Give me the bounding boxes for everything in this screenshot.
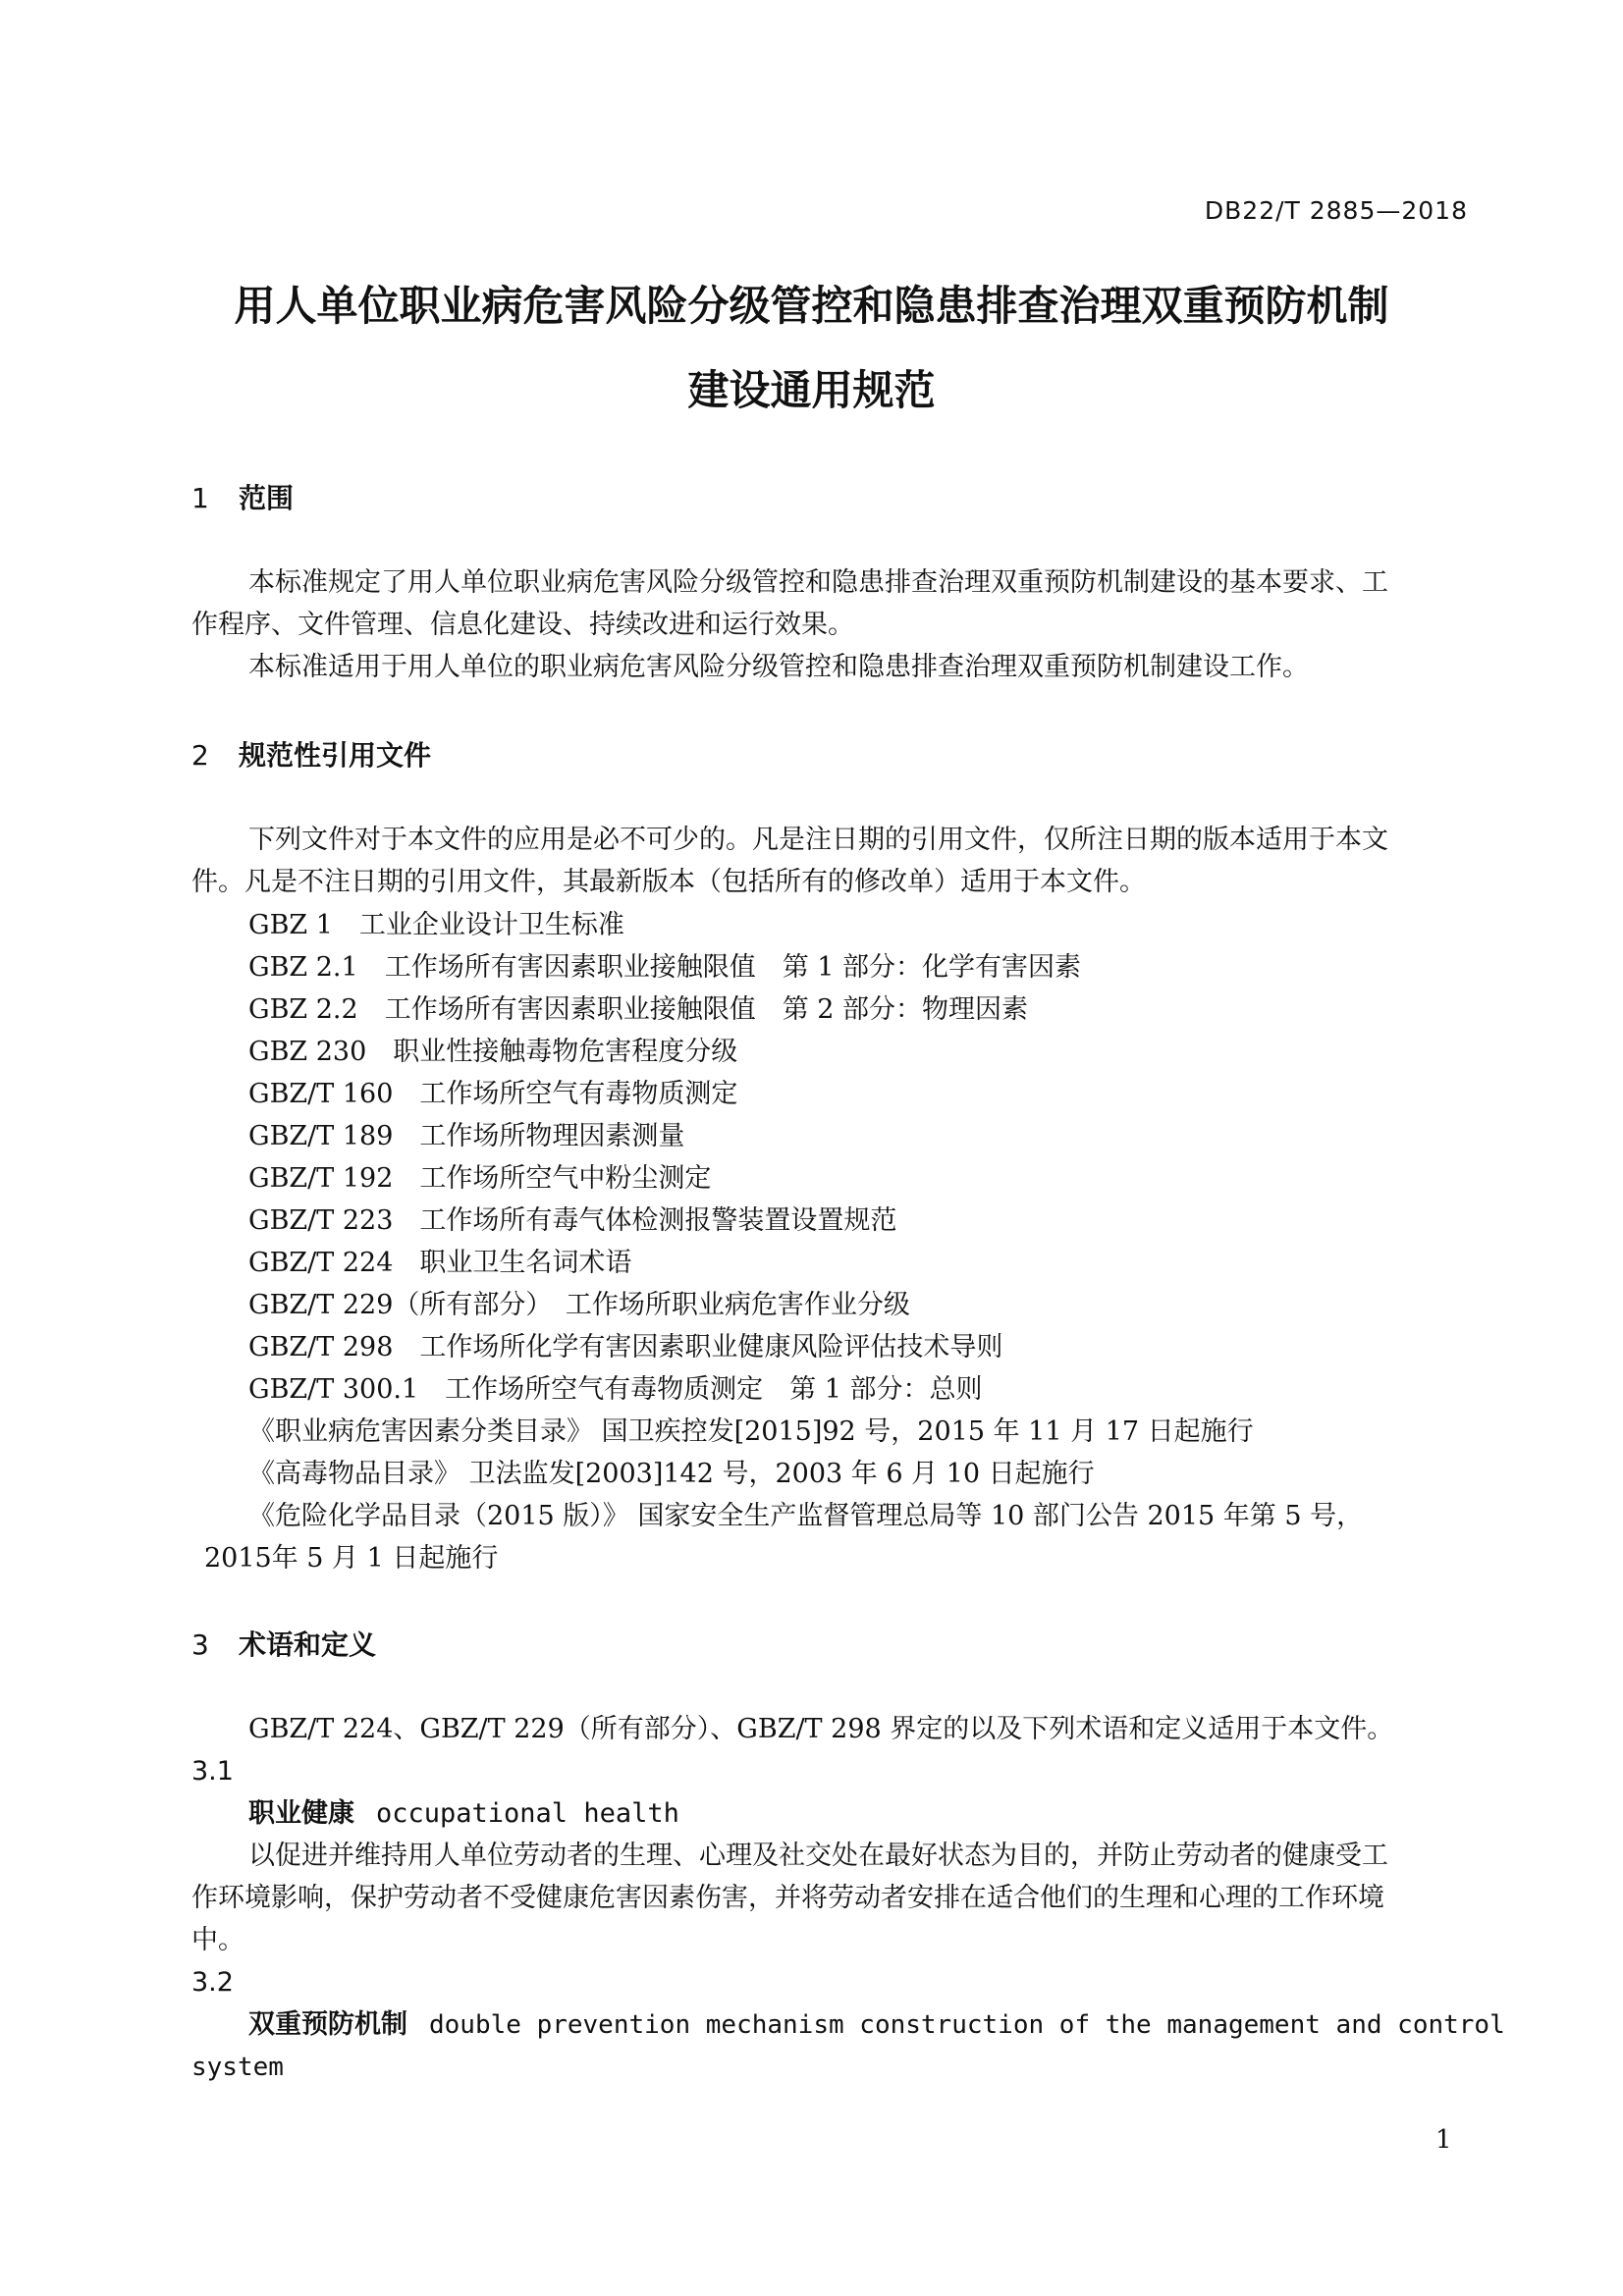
term-english: occupational health <box>376 1798 679 1829</box>
section-2-heading <box>191 736 431 775</box>
reference-item: GBZ 2.2 工作场所有害因素职业接触限值 第 2 部分：物理因素 <box>248 994 1029 1025</box>
paragraph-line: GBZ/T 224、GBZ/T 229（所有部分）、GBZ/T 298 界定的以及下列术语和定义适用于本文件。 <box>248 1714 1394 1744</box>
reference-item: GBZ/T 300.1 工作场所空气有毒物质测定 第 1 部分：总则 <box>248 1374 983 1405</box>
section-title: 术语和定义 <box>239 1629 377 1661</box>
reference-item: GBZ/T 189 工作场所物理因素测量 <box>248 1121 685 1151</box>
reference-item: GBZ 1 工业企业设计卫生标准 <box>248 910 624 940</box>
reference-item: 《危险化学品目录（2015 版）》 国家安全生产监督管理总局等 10 部门公告 2015 年第 5 号， <box>248 1501 1364 1531</box>
term-english-continuation: system <box>191 2053 284 2082</box>
definition-line: 中。 <box>191 1925 244 1955</box>
term-heading <box>248 2007 1505 2043</box>
section-title: 范围 <box>239 482 295 514</box>
section-number: 3 <box>191 1629 209 1661</box>
reference-item: GBZ/T 298 工作场所化学有害因素职业健康风险评估技术导则 <box>248 1332 1003 1362</box>
document-title-line2: 建设通用规范 <box>687 366 936 414</box>
section-3-heading <box>191 1626 376 1665</box>
paragraph-line: 件。凡是不注日期的引用文件，其最新版本（包括所有的修改单）适用于本文件。 <box>191 867 1146 897</box>
reference-item: GBZ 230 职业性接触毒物危害程度分级 <box>248 1037 738 1067</box>
paragraph-line: 本标准规定了用人单位职业病危害风险分级管控和隐患排查治理双重预防机制建设的基本要求、工 <box>248 567 1388 598</box>
reference-item: GBZ/T 224 职业卫生名词术语 <box>248 1248 632 1278</box>
paragraph-line: 下列文件对于本文件的应用是必不可少的。凡是注日期的引用文件，仅所注日期的版本适用于本文 <box>248 825 1388 855</box>
document-title-line1: 用人单位职业病危害风险分级管控和隐患排查治理双重预防机制 <box>234 282 1389 330</box>
term-number: 3.2 <box>191 1967 234 1998</box>
definition-line: 以促进并维持用人单位劳动者的生理、心理及社交处在最好状态为目的，并防止劳动者的健康受工 <box>248 1841 1388 1871</box>
section-title: 规范性引用文件 <box>239 739 432 772</box>
reference-item: GBZ/T 223 工作场所有毒气体检测报警装置设置规范 <box>248 1205 897 1236</box>
reference-item: 《高毒物品目录》 卫法监发[2003]142 号，2003 年 6 月 10 日起施行 <box>248 1459 1095 1489</box>
document-code: DB22/T 2885—2018 <box>1204 196 1468 225</box>
reference-item: GBZ 2.1 工作场所有害因素职业接触限值 第 1 部分：化学有害因素 <box>248 952 1082 983</box>
reference-item: GBZ/T 229（所有部分） 工作场所职业病危害作业分级 <box>248 1290 910 1320</box>
reference-item: 《职业病危害因素分类目录》 国卫疾控发[2015]92 号，2015 年 11 月 17 日起施行 <box>248 1416 1254 1447</box>
term-english: double prevention mechanism construction of the management and control <box>429 2010 1505 2040</box>
reference-item-continuation: 2015年 5 月 1 日起施行 <box>204 1543 499 1574</box>
term-chinese: 双重预防机制 <box>248 2009 407 2040</box>
paragraph-line: 作程序、文件管理、信息化建设、持续改进和运行效果。 <box>191 610 854 640</box>
term-chinese: 职业健康 <box>248 1798 354 1829</box>
page-number: 1 <box>1435 2125 1452 2155</box>
reference-item: GBZ/T 192 工作场所空气中粉尘测定 <box>248 1163 712 1194</box>
term-heading <box>248 1796 679 1832</box>
section-1-heading <box>191 479 294 518</box>
term-number: 3.1 <box>191 1756 234 1787</box>
reference-item: GBZ/T 160 工作场所空气有毒物质测定 <box>248 1079 738 1109</box>
definition-line: 作环境影响，保护劳动者不受健康危害因素伤害，并将劳动者安排在适合他们的生理和心理的工作环境 <box>191 1883 1384 1913</box>
section-number: 2 <box>191 739 209 772</box>
section-number: 1 <box>191 482 209 514</box>
paragraph-line: 本标准适用于用人单位的职业病危害风险分级管控和隐患排查治理双重预防机制建设工作。 <box>248 652 1309 682</box>
